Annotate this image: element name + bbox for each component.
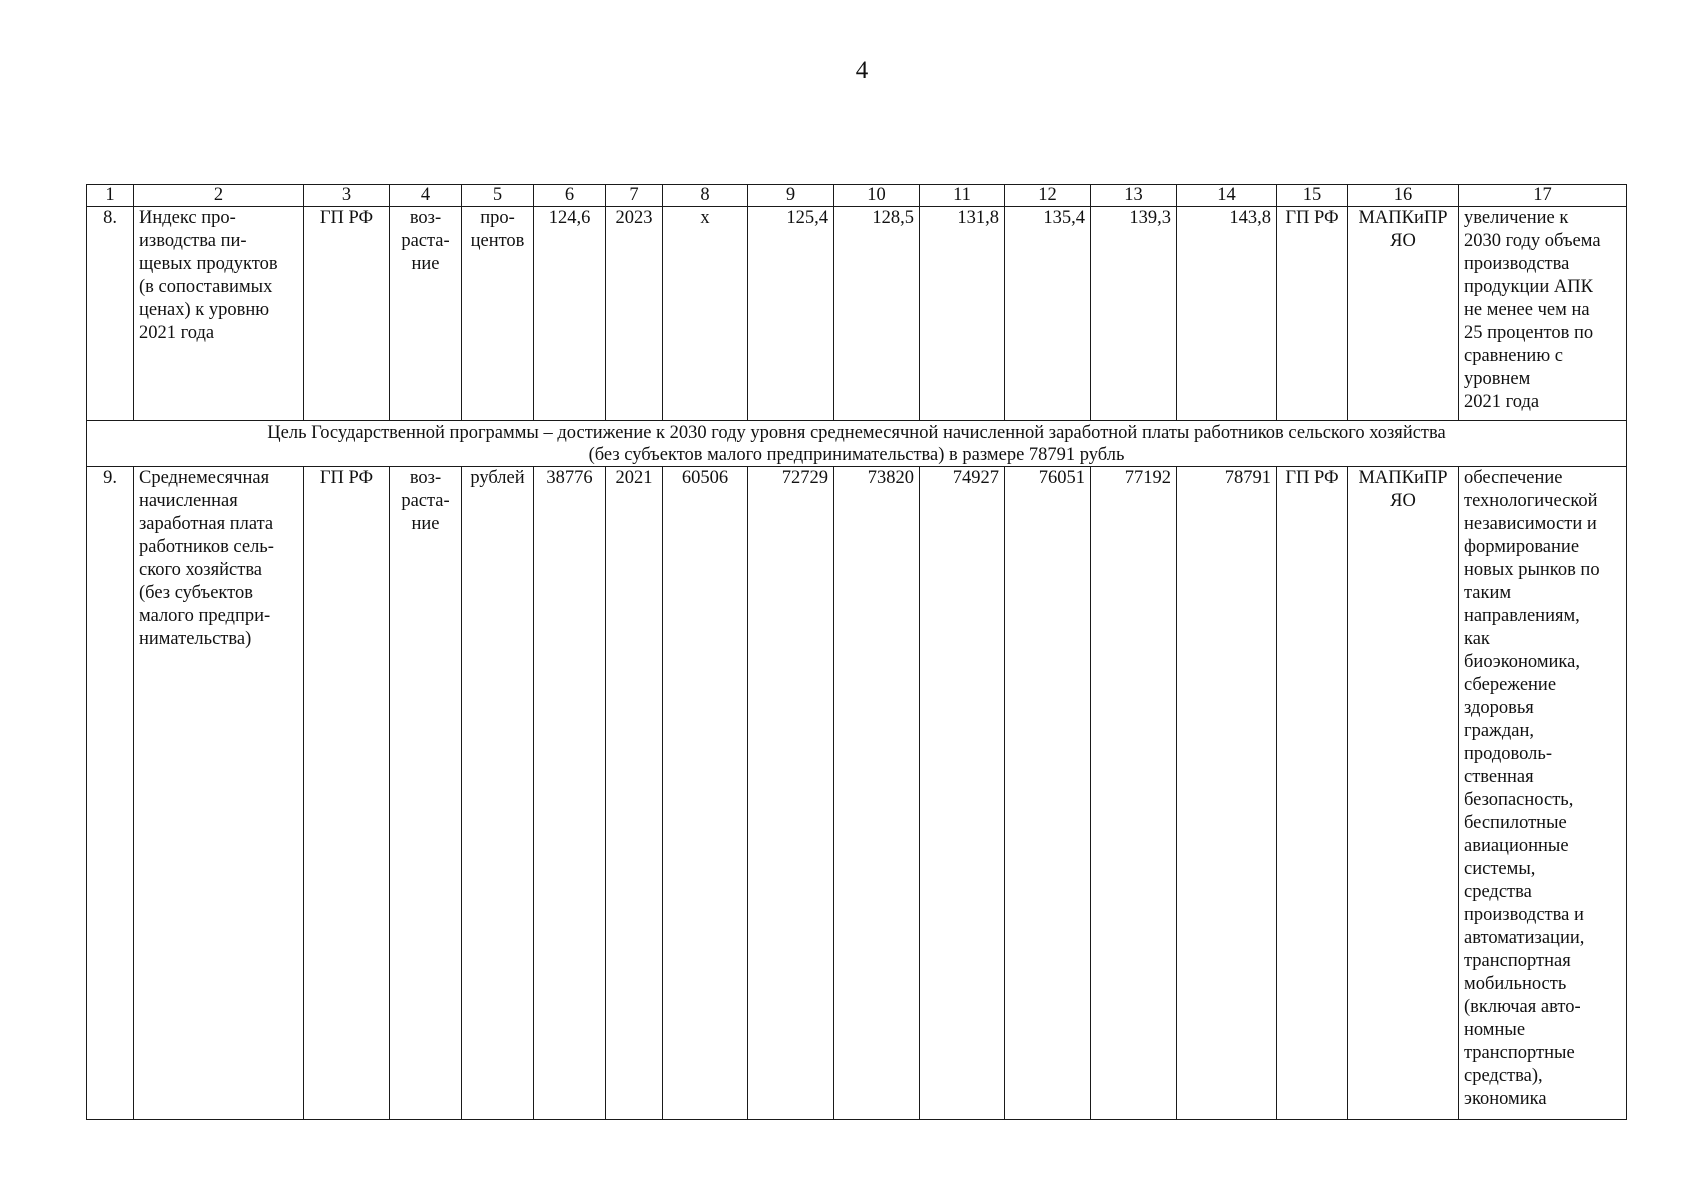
indicators-table <box>86 184 1627 1120</box>
column-number: 16 <box>1348 185 1459 207</box>
column-number: 2 <box>134 185 304 207</box>
responsible-body: МАПКиПР ЯО <box>1348 207 1459 421</box>
column-number: 7 <box>606 185 663 207</box>
value-col-9: 72729 <box>748 467 834 1120</box>
table-row <box>87 207 1627 421</box>
unit-of-measure: про- центов <box>462 207 534 421</box>
program-goal <box>87 421 1627 467</box>
value-col-13: 77192 <box>1091 467 1177 1120</box>
document-reference: ГП РФ <box>1277 467 1348 1120</box>
base-year: 2021 <box>606 467 663 1120</box>
column-number: 6 <box>534 185 606 207</box>
value-col-8: 60506 <box>663 467 748 1120</box>
value-col-11: 74927 <box>920 467 1005 1120</box>
column-number: 14 <box>1177 185 1277 207</box>
program-goal-row <box>87 421 1627 467</box>
indicator-trend: воз- раста- ние <box>390 207 462 421</box>
column-number-row <box>87 185 1627 207</box>
indicator-level: ГП РФ <box>304 467 390 1120</box>
program-goal-line-1: Цель Государственной программы – достижение к 2030 году уровня среднемесячной начисленной заработной платы работников сельского хозяйства <box>267 423 1446 443</box>
value-col-14: 78791 <box>1177 467 1277 1120</box>
document-reference: ГП РФ <box>1277 207 1348 421</box>
page-number: 4 <box>855 57 869 84</box>
base-value: 38776 <box>534 467 606 1120</box>
value-col-14: 143,8 <box>1177 207 1277 421</box>
column-number: 3 <box>304 185 390 207</box>
national-goal-link: обеспечение технологической независимости и формирование новых рынков по таким направлениям, как биоэкономика, сбережение здоровья граждан, продоволь- ственная безопасность, беспилотные авиационные системы, средства производства и автоматизации, транспортная мобильность (включая авто- номные транспортные средства), экономика <box>1459 467 1627 1120</box>
column-number: 5 <box>462 185 534 207</box>
base-year: 2023 <box>606 207 663 421</box>
value-col-11: 131,8 <box>920 207 1005 421</box>
value-col-9: 125,4 <box>748 207 834 421</box>
indicator-name: Индекс про- изводства пи- щевых продуктов (в сопоставимых ценах) к уровню 2021 года <box>134 207 304 421</box>
column-number: 10 <box>834 185 920 207</box>
value-col-8: х <box>663 207 748 421</box>
column-number: 13 <box>1091 185 1177 207</box>
responsible-body: МАПКиПР ЯО <box>1348 467 1459 1120</box>
column-number: 1 <box>87 185 134 207</box>
value-col-10: 73820 <box>834 467 920 1120</box>
column-number: 15 <box>1277 185 1348 207</box>
column-number: 9 <box>748 185 834 207</box>
indicator-trend: воз- раста- ние <box>390 467 462 1120</box>
indicator-level: ГП РФ <box>304 207 390 421</box>
column-number: 11 <box>920 185 1005 207</box>
value-col-10: 128,5 <box>834 207 920 421</box>
column-number: 4 <box>390 185 462 207</box>
row-number: 9. <box>87 467 134 1120</box>
column-number: 17 <box>1459 185 1627 207</box>
indicator-name: Среднемесячная начисленная заработная плата работников сель- ского хозяйства (без субъектов малого предпри- нимательства) <box>134 467 304 1120</box>
value-col-12: 135,4 <box>1005 207 1091 421</box>
row-number: 8. <box>87 207 134 421</box>
value-col-13: 139,3 <box>1091 207 1177 421</box>
column-number: 12 <box>1005 185 1091 207</box>
table-row <box>87 467 1627 1120</box>
national-goal-link: увеличение к 2030 году объема производства продукции АПК не менее чем на 25 процентов по сравнению с уровнем 2021 года <box>1459 207 1627 421</box>
unit-of-measure: рублей <box>462 467 534 1120</box>
value-col-12: 76051 <box>1005 467 1091 1120</box>
column-number: 8 <box>663 185 748 207</box>
program-goal-line-2: (без субъектов малого предпринимательства) в размере 78791 рубль <box>588 445 1125 465</box>
base-value: 124,6 <box>534 207 606 421</box>
